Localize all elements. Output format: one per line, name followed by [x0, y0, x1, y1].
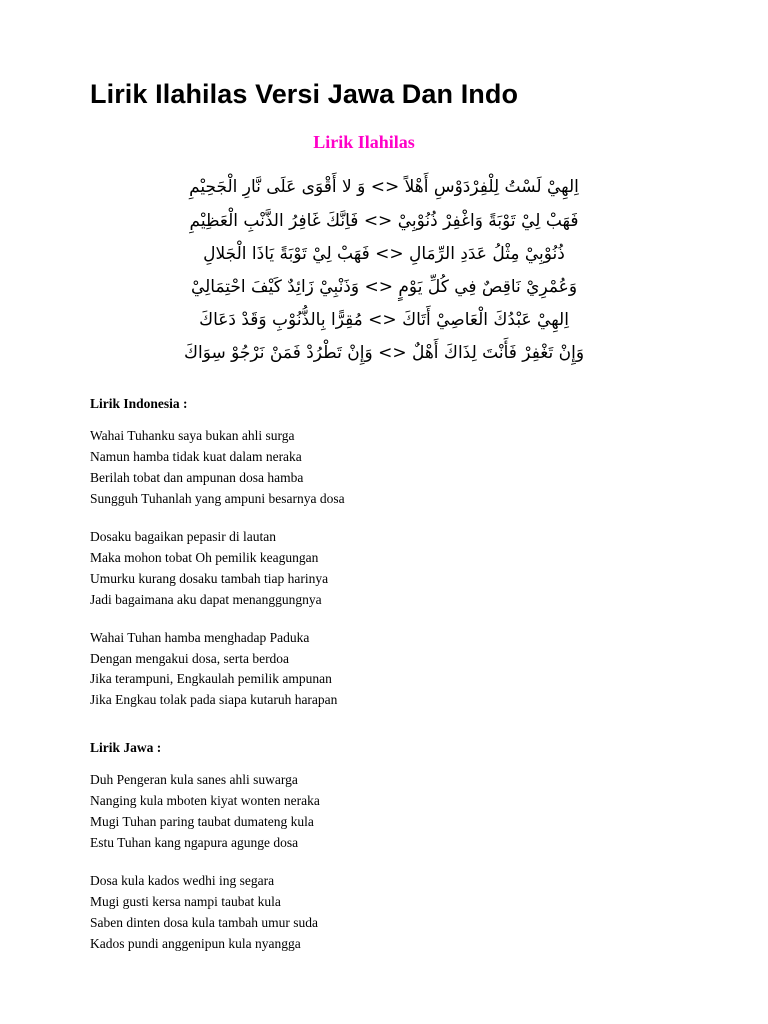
lyric-line: Namun hamba tidak kuat dalam neraka [90, 449, 302, 465]
arabic-line: اِلهِيْ لَسْتُ لِلْفِرْدَوْسِ أَهْلاً <> وَ لا أَقْوَى عَلَى نَّارِ الْجَحِيْمِ [189, 177, 579, 198]
lyric-line: Estu Tuhan kang ngapura agunge dosa [90, 835, 299, 851]
section-label: Lirik Jawa : [90, 740, 162, 756]
lyric-line: Nanging kula mboten kiyat wonten neraka [90, 793, 320, 809]
lyric-line: Kados pundi anggenipun kula nyangga [90, 935, 301, 951]
stanza [90, 628, 678, 712]
arabic-line: وَعُمْرِيْ نَاقِصٌ فِي كُلِّ يَوْمٍ <> وَذَنْبِيْ زَائِدٌ كَيْفَ احْتِمَالِيْ [190, 276, 578, 297]
lyric-line: Maka mohon tobat Oh pemilik keagungan [90, 549, 319, 565]
lyric-line: Mugi Tuhan paring taubat dumateng kula [90, 814, 314, 830]
section-gap [90, 728, 678, 740]
document-subtitle: Lirik Ilahilas [313, 132, 415, 153]
lyric-line: Berilah tobat dan ampunan dosa hamba [90, 470, 304, 486]
section-label: Lirik Indonesia : [90, 396, 188, 412]
lyric-line: Duh Pengeran kula sanes ahli suwarga [90, 772, 298, 788]
lyric-line: Jadi bagaimana aku dapat menanggungnya [90, 591, 322, 607]
lyric-line: Dosaku bagaikan pepasir di lautan [90, 528, 276, 544]
lyric-line: Wahai Tuhan hamba menghadap Paduka [90, 629, 310, 645]
lyric-line: Jika Engkau tolak pada siapa kutaruh harapan [90, 692, 338, 708]
lyric-line: Sungguh Tuhanlah yang ampuni besarnya dosa [90, 491, 345, 506]
arabic-line: اِلهِيْ عَبْدُكَ الْعَاصِيْ أَتَاكَ <> مُقِرًّا بِالذُّنُوْبِ وَقَدْ دَعَاكَ [199, 309, 569, 330]
lyric-line: Dosa kula kados wedhi ing segara [90, 872, 275, 888]
stanza [90, 527, 678, 611]
arabic-line: فَهَبْ لِيْ تَوْبَةً وَاغْفِرْ ذُنُوْبِيْ <> فَاِنَّكَ غَافِرُ الذَّنْبِ الْعَظِيْمِ [189, 210, 579, 231]
section-lirik-jawa [90, 740, 678, 954]
page-title: Lirik Ilahilas Versi Jawa Dan Indo [90, 79, 519, 109]
lyric-line: Saben dinten dosa kula tambah umur suda [90, 914, 318, 930]
stanza [90, 770, 678, 854]
section-lirik-indonesia [90, 396, 678, 711]
stanza [90, 426, 678, 510]
lyric-line: Mugi gusti kersa nampi taubat kula [90, 893, 281, 909]
arabic-verse-block [174, 171, 594, 370]
lyric-line: Jika terampuni, Engkaulah pemilik ampunan [90, 671, 332, 687]
arabic-line: ذُنُوْبِيْ مِثْلُ عَدَدِ الرِّمَالِ <> فَهَبْ لِيْ تَوْبَةً يَاذَا الْجَلالِ [203, 243, 565, 264]
stanza [90, 871, 678, 955]
lyric-line: Dengan mengakui dosa, serta berdoa [90, 650, 290, 666]
lyric-line: Wahai Tuhanku saya bukan ahli surga [90, 428, 295, 444]
lyric-line: Umurku kurang dosaku tambah tiap harinya [90, 570, 329, 586]
arabic-line: وَإِنْ تَغْفِرْ فَأَنْتَ لِذَاكَ أَهْلٌ <> وَإِنْ تَطْرُدْ فَمَنْ نَرْجُوْ سِوَاكَ [183, 343, 585, 364]
